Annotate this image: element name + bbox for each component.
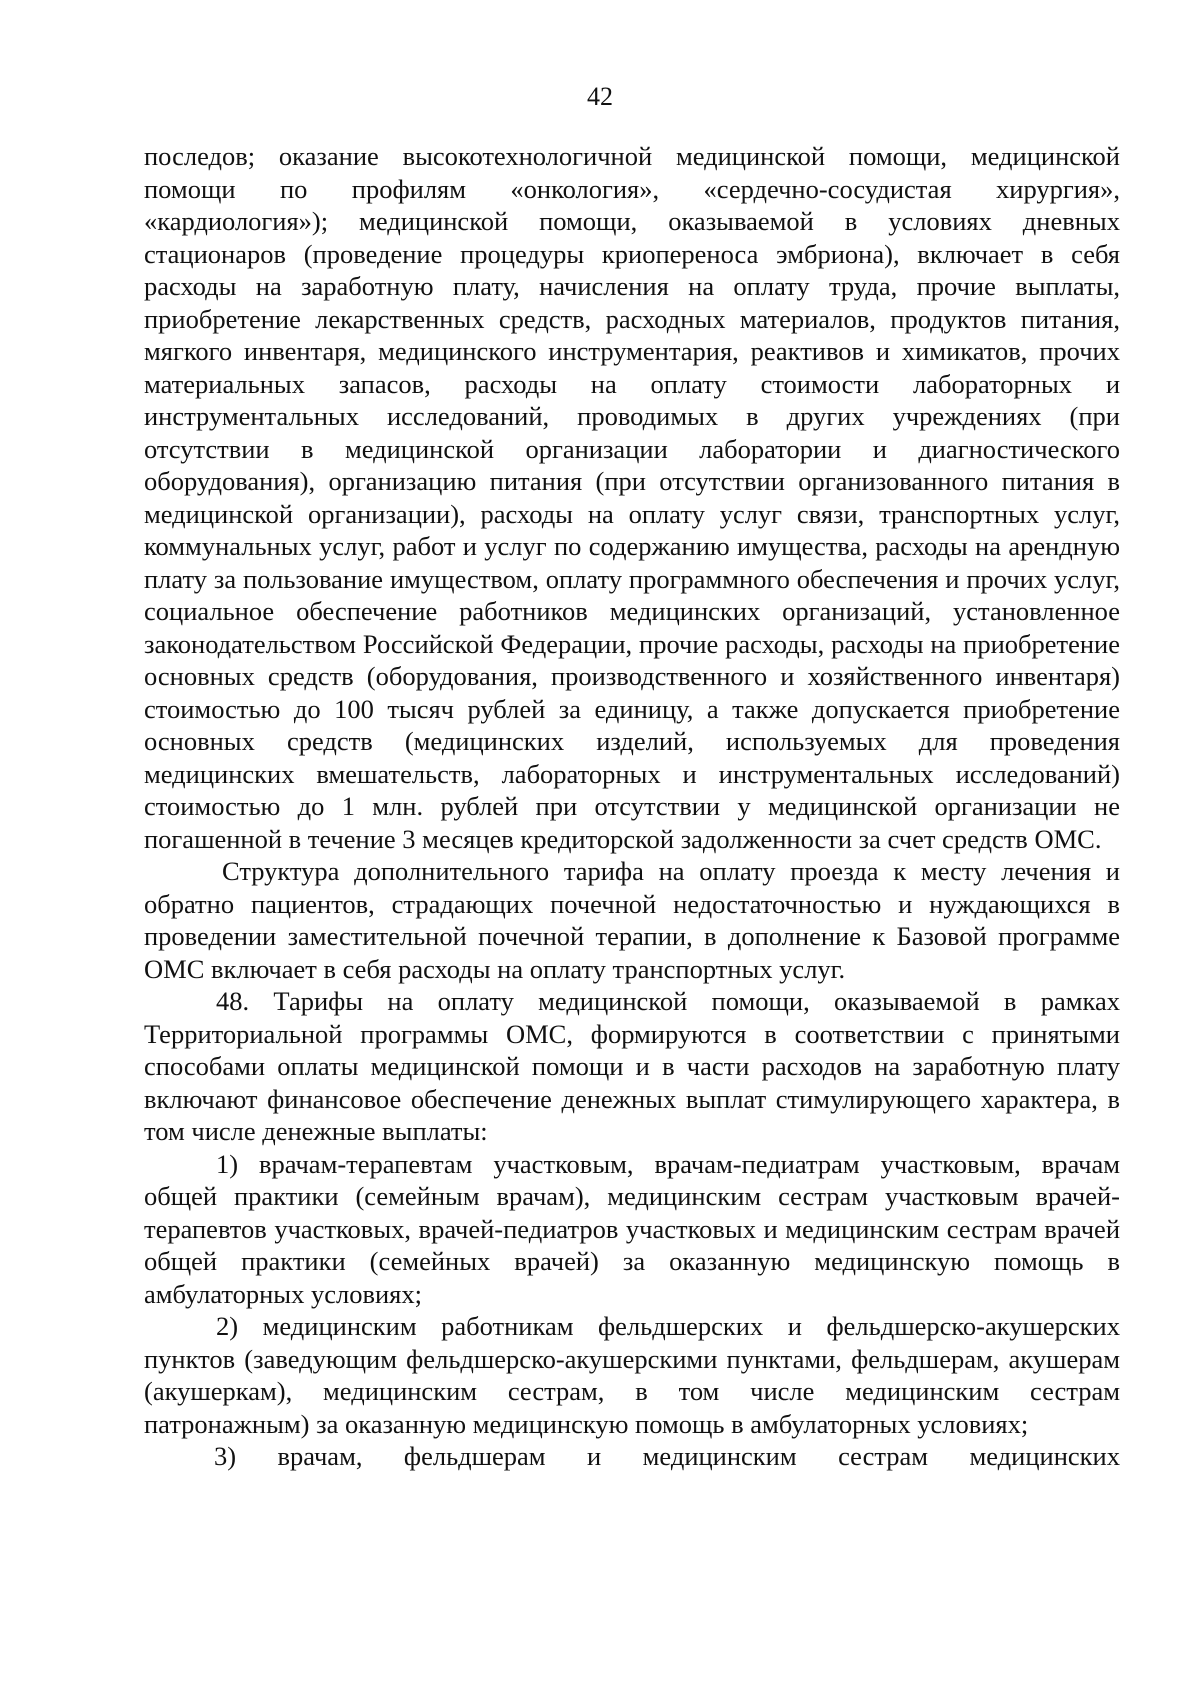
- document-body: [144, 140, 1120, 1473]
- list-item-1: 1) врачам-терапевтам участковым, врачам-педиатрам участковым, врачам общей практики (семейным врачам), медицинским сестрам участковым врачей-терапевтов участковых, врачей-педиатров участковых и медицинским сестрам врачей общей практики (семейных врачей) за оказанную медицинскую помощь в амбулаторных условиях;: [144, 1148, 1120, 1309]
- word: фельдшерам: [403, 1441, 546, 1471]
- word: врачам,: [277, 1441, 363, 1471]
- word: медицинским: [642, 1441, 797, 1471]
- word: 3): [214, 1441, 237, 1471]
- paragraph-tariff-structure: последов; оказание высокотехнологичной медицинской помощи, медицинской помощи по профилям «онкология», «сердечно-сосудистая хирургия», «кардиология»); медицинской помощи, оказываемой в условиях дневных стационаров (проведение процедуры криопереноса эмбриона), включает в себя расходы на заработную плату, начисления на оплату труда, прочие выплаты, приобретение лекарственных средств, расходных материалов, продуктов питания, мягкого инвентаря, медицинского инструментария, реактивов и химикатов, прочих материальных запасов, расходы на оплату стоимости лабораторных и инструментальных исследований, проводимых в других учреждениях (при отсутствии в медицинской организации лаборатории и диагностического оборудования), организацию питания (при отсутствии организованного питания в медицинской организации), расходы на оплату услуг связи, транспортных услуг, коммунальных услуг, работ и услуг по содержанию имущества, расходы на арендную плату за пользование имуществом, оплату программного обеспечения и прочих услуг, социальное обеспечение работников медицинских организаций, установленное законодательством Российской Федерации, прочие расходы, расходы на приобретение основных средств (оборудования, производственного и хозяйственного инвентаря) стоимостью до 100 тысяч рублей за единицу, а также допускается приобретение основных средств (медицинских изделий, используемых для проведения медицинских вмешательств, лабораторных и инструментальных исследований) стоимостью до 1 млн. рублей при отсутствии у медицинской организации не погашенной в течение 3 месяцев кредиторской задолженности за счет средств ОМС.: [144, 141, 1120, 854]
- paragraph-item-48: 48. Тарифы на оплату медицинской помощи, оказываемой в рамках Территориальной программы ОМС, формируются в соответствии с принятыми способами оплаты медицинской помощи и в части расходов на заработную плату включают финансовое обеспечение денежных выплат стимулирующего характера, в том числе денежные выплаты:: [144, 986, 1120, 1146]
- list-item-2: 2) медицинским работникам фельдшерских и фельдшерско-акушерских пунктов (заведующим фельдшерско-акушерскими пунктами, фельдшерам, акушерам (акушеркам), медицинским сестрам, в том числе медицинским сестрам патронажным) за оказанную медицинскую помощь в амбулаторных условиях;: [144, 1311, 1120, 1439]
- list-item-3-first-line: [144, 1440, 1120, 1473]
- word: медицинских: [969, 1441, 1120, 1471]
- word: и: [587, 1441, 602, 1471]
- page-number: 42: [587, 82, 613, 111]
- paragraph-additional-tariff: Структура дополнительного тарифа на оплату проезда к месту лечения и обратно пациентов, страдающих почечной недостаточностью и нуждающихся в проведении заместительной почечной терапии, в дополнение к Базовой программе ОМС включает в себя расходы на оплату транспортных услуг.: [144, 856, 1120, 984]
- word: сестрам: [838, 1441, 929, 1471]
